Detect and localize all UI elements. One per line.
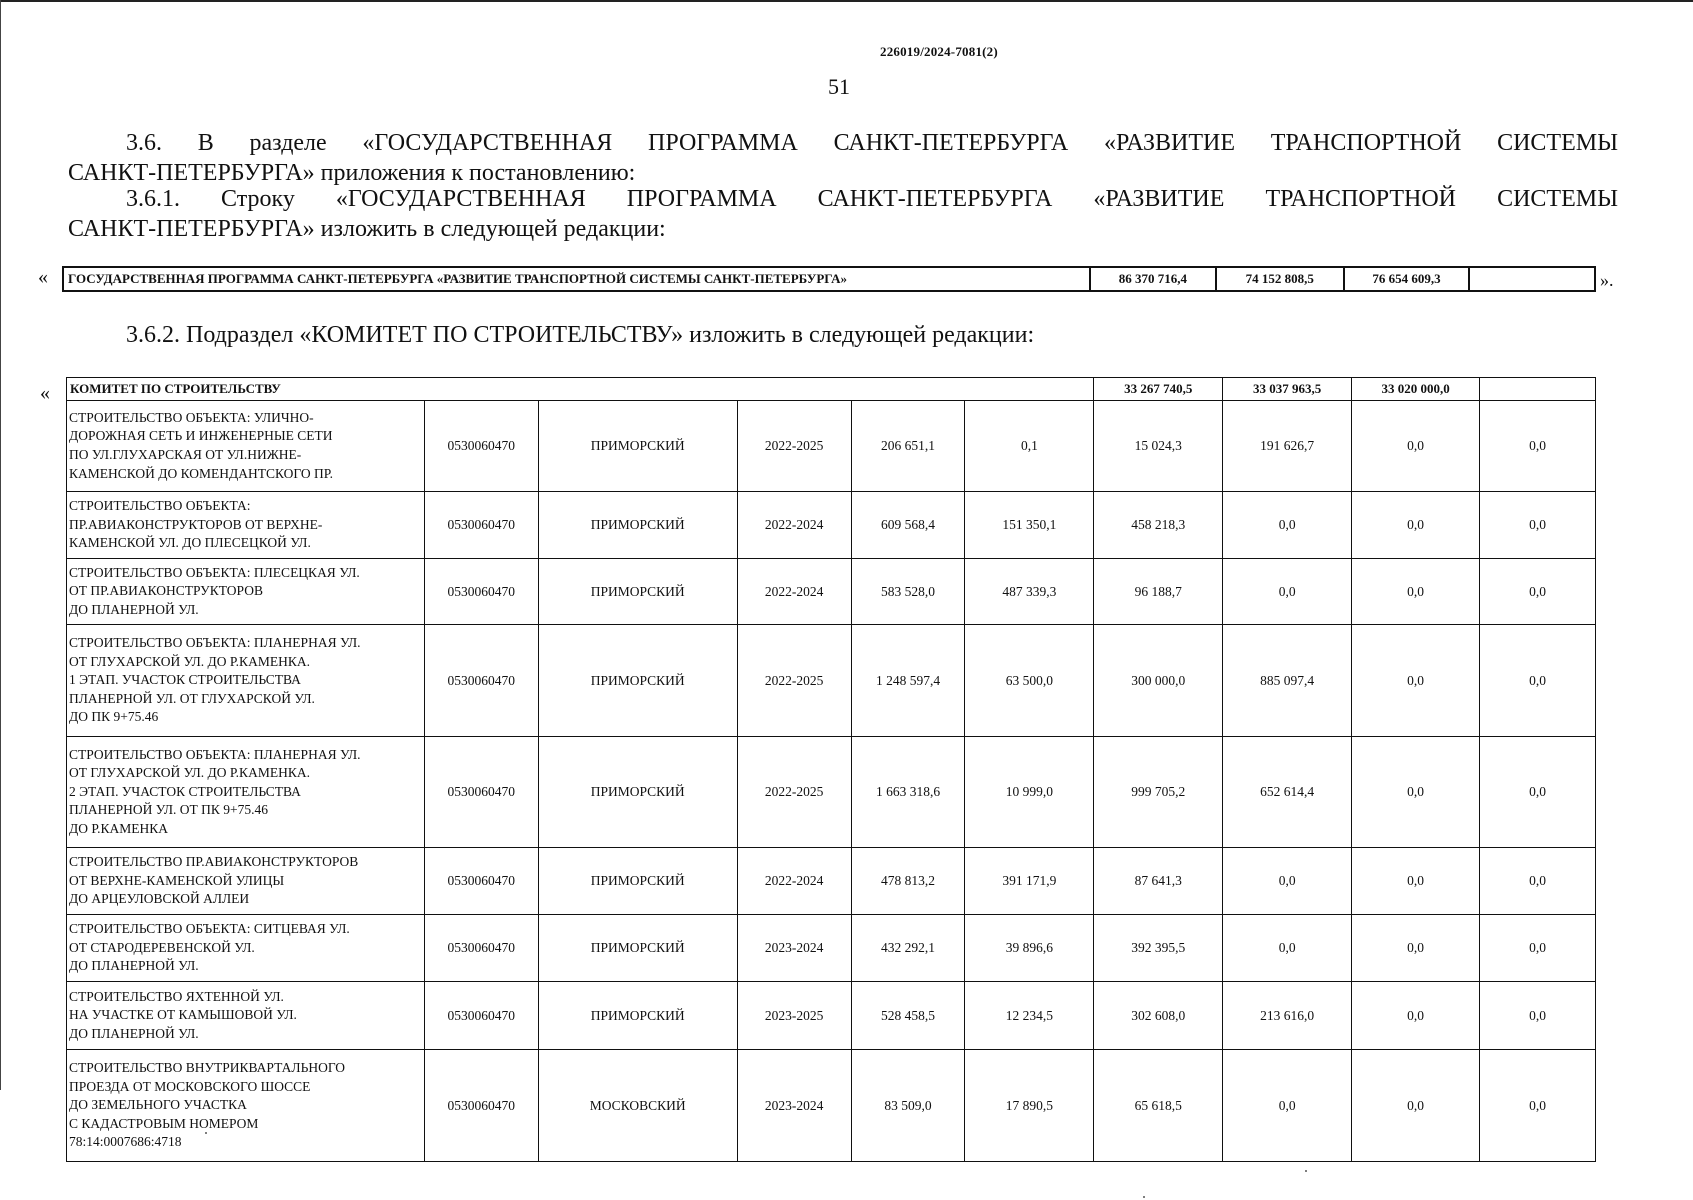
cell-code: 0530060470 xyxy=(424,915,538,982)
cell-y2027: 0,0 xyxy=(1480,915,1596,982)
cell-district: ПРИМОРСКИЙ xyxy=(538,559,737,625)
paragraph-3-6 xyxy=(68,128,1618,188)
page-top-edge xyxy=(0,0,1693,2)
program-value-1: 86 370 716,4 xyxy=(1090,267,1216,291)
table-row xyxy=(67,982,1596,1050)
cell-district: ПРИМОРСКИЙ xyxy=(538,492,737,559)
cell-y2024: 302 608,0 xyxy=(1094,982,1223,1050)
page-number: 51 xyxy=(828,74,850,99)
cell-period: 2023-2025 xyxy=(737,982,851,1050)
cell-y2026: 0,0 xyxy=(1352,848,1480,915)
cell-y2025: 0,0 xyxy=(1223,1050,1352,1162)
program-value-2: 74 152 808,5 xyxy=(1216,267,1344,291)
cell-total: 432 292,1 xyxy=(851,915,965,982)
cell-name: СТРОИТЕЛЬСТВО ОБЪЕКТА: ПЛАНЕРНАЯ УЛ. ОТ ГЛУХАРСКОЙ УЛ. ДО Р.КАМЕНКА. 1 ЭТАП. УЧАСТОК СТРОИТЕЛЬСТВА ПЛАНЕРНОЙ УЛ. ОТ ГЛУХАРСКОЙ УЛ. ДО ПК 9+75.46 xyxy=(67,625,425,737)
cell-y2027: 0,0 xyxy=(1480,625,1596,737)
cell-total: 1 248 597,4 xyxy=(851,625,965,737)
cell-name: СТРОИТЕЛЬСТВО ЯХТЕННОЙ УЛ. НА УЧАСТКЕ ОТ КАМЫШОВОЙ УЛ. ДО ПЛАНЕРНОЙ УЛ. xyxy=(67,982,425,1050)
cell-y2024: 392 395,5 xyxy=(1094,915,1223,982)
cell-total: 528 458,5 xyxy=(851,982,965,1050)
cell-y2024: 458 218,3 xyxy=(1094,492,1223,559)
cell-period: 2022-2024 xyxy=(737,848,851,915)
cell-total: 583 528,0 xyxy=(851,559,965,625)
table-row xyxy=(67,401,1596,492)
scan-speck xyxy=(1143,1196,1145,1198)
table-row xyxy=(67,737,1596,848)
program-title: ГОСУДАРСТВЕННАЯ ПРОГРАММА САНКТ-ПЕТЕРБУРГА «РАЗВИТИЕ ТРАНСПОРТНОЙ СИСТЕМЫ САНКТ-ПЕТЕРБУРГА» xyxy=(63,267,1090,291)
cell-y2024: 96 188,7 xyxy=(1094,559,1223,625)
cell-period: 2023-2024 xyxy=(737,1050,851,1162)
cell-period: 2022-2024 xyxy=(737,559,851,625)
cell-period: 2022-2025 xyxy=(737,401,851,492)
committee-header-row xyxy=(67,378,1596,401)
cell-y2026: 0,0 xyxy=(1352,915,1480,982)
paragraph-3-6-line-2: САНКТ-ПЕТЕРБУРГА» приложения к постановлению: xyxy=(68,160,636,186)
table-row xyxy=(67,915,1596,982)
cell-name: СТРОИТЕЛЬСТВО ПР.АВИАКОНСТРУКТОРОВ ОТ ВЕРХНЕ-КАМЕНСКОЙ УЛИЦЫ ДО АРЦЕУЛОВСКОЙ АЛЛЕИ xyxy=(67,848,425,915)
cell-district: ПРИМОРСКИЙ xyxy=(538,982,737,1050)
cell-y2026: 0,0 xyxy=(1352,492,1480,559)
cell-district: ПРИМОРСКИЙ xyxy=(538,848,737,915)
table-row xyxy=(67,1050,1596,1162)
cell-name: СТРОИТЕЛЬСТВО ОБЪЕКТА: УЛИЧНО- ДОРОЖНАЯ СЕТЬ И ИНЖЕНЕРНЫЕ СЕТИ ПО УЛ.ГЛУХАРСКАЯ ОТ УЛ.НИЖНЕ- КАМЕНСКОЙ ДО КОМЕНДАНТСКОГО ПР. xyxy=(67,401,425,492)
cell-district: ПРИМОРСКИЙ xyxy=(538,625,737,737)
scan-speck xyxy=(205,1132,207,1134)
cell-y2027: 0,0 xyxy=(1480,401,1596,492)
cell-y2024: 300 000,0 xyxy=(1094,625,1223,737)
cell-district: МОСКОВСКИЙ xyxy=(538,1050,737,1162)
cell-code: 0530060470 xyxy=(424,1050,538,1162)
page-left-edge xyxy=(0,0,1,1090)
cell-code: 0530060470 xyxy=(424,625,538,737)
cell-code: 0530060470 xyxy=(424,401,538,492)
cell-prev: 10 999,0 xyxy=(965,737,1094,848)
cell-y2024: 65 618,5 xyxy=(1094,1050,1223,1162)
cell-y2025: 0,0 xyxy=(1223,915,1352,982)
cell-y2024: 87 641,3 xyxy=(1094,848,1223,915)
cell-y2025: 191 626,7 xyxy=(1223,401,1352,492)
cell-code: 0530060470 xyxy=(424,492,538,559)
cell-y2027: 0,0 xyxy=(1480,737,1596,848)
cell-prev: 17 890,5 xyxy=(965,1050,1094,1162)
cell-y2026: 0,0 xyxy=(1352,559,1480,625)
table-row xyxy=(67,625,1596,737)
paragraph-3-6-2: 3.6.2. Подраздел «КОМИТЕТ ПО СТРОИТЕЛЬСТВУ» изложить в следующей редакции: xyxy=(126,322,1035,348)
cell-y2026: 0,0 xyxy=(1352,1050,1480,1162)
cell-y2025: 0,0 xyxy=(1223,559,1352,625)
cell-y2026: 0,0 xyxy=(1352,401,1480,492)
table-row xyxy=(67,848,1596,915)
cell-y2026: 0,0 xyxy=(1352,625,1480,737)
cell-district: ПРИМОРСКИЙ xyxy=(538,915,737,982)
cell-code: 0530060470 xyxy=(424,848,538,915)
cell-y2024: 999 705,2 xyxy=(1094,737,1223,848)
program-value-4 xyxy=(1469,267,1595,291)
cell-prev: 0,1 xyxy=(965,401,1094,492)
cell-district: ПРИМОРСКИЙ xyxy=(538,401,737,492)
cell-prev: 391 171,9 xyxy=(965,848,1094,915)
cell-total: 609 568,4 xyxy=(851,492,965,559)
cell-prev: 39 896,6 xyxy=(965,915,1094,982)
cell-y2027: 0,0 xyxy=(1480,559,1596,625)
cell-y2026: 0,0 xyxy=(1352,982,1480,1050)
cell-prev: 12 234,5 xyxy=(965,982,1094,1050)
committee-value-2: 33 037 963,5 xyxy=(1223,378,1352,401)
cell-y2027: 0,0 xyxy=(1480,1050,1596,1162)
committee-value-3: 33 020 000,0 xyxy=(1352,378,1480,401)
cell-period: 2022-2025 xyxy=(737,625,851,737)
cell-code: 0530060470 xyxy=(424,982,538,1050)
cell-name: СТРОИТЕЛЬСТВО ВНУТРИКВАРТАЛЬНОГО ПРОЕЗДА ОТ МОСКОВСКОГО ШОССЕ ДО ЗЕМЕЛЬНОГО УЧАСТКА С КАДАСТРОВЫМ НОМЕРОМ 78:14:0007686:4718 xyxy=(67,1050,425,1162)
cell-period: 2022-2024 xyxy=(737,492,851,559)
cell-prev: 151 350,1 xyxy=(965,492,1094,559)
program-row-table xyxy=(62,266,1596,292)
paragraph-3-6-line-1: 3.6. В разделе «ГОСУДАРСТВЕННАЯ ПРОГРАММА САНКТ-ПЕТЕРБУРГА «РАЗВИТИЕ ТРАНСПОРТНОЙ СИСТЕМЫ xyxy=(126,130,1618,156)
cell-total: 478 813,2 xyxy=(851,848,965,915)
cell-y2026: 0,0 xyxy=(1352,737,1480,848)
cell-name: СТРОИТЕЛЬСТВО ОБЪЕКТА: ПР.АВИАКОНСТРУКТОРОВ ОТ ВЕРХНЕ- КАМЕНСКОЙ УЛ. ДО ПЛЕСЕЦКОЙ УЛ. xyxy=(67,492,425,559)
cell-y2025: 0,0 xyxy=(1223,492,1352,559)
program-row xyxy=(63,267,1595,291)
cell-name: СТРОИТЕЛЬСТВО ОБЪЕКТА: ПЛЕСЕЦКАЯ УЛ. ОТ ПР.АВИАКОНСТРУКТОРОВ ДО ПЛАНЕРНОЙ УЛ. xyxy=(67,559,425,625)
table-row xyxy=(67,492,1596,559)
cell-name: СТРОИТЕЛЬСТВО ОБЪЕКТА: ПЛАНЕРНАЯ УЛ. ОТ ГЛУХАРСКОЙ УЛ. ДО Р.КАМЕНКА. 2 ЭТАП. УЧАСТОК СТРОИТЕЛЬСТВА ПЛАНЕРНОЙ УЛ. ОТ ПК 9+75.46 ДО Р.КАМЕНКА xyxy=(67,737,425,848)
paragraph-3-6-1-line-1: 3.6.1. Строку «ГОСУДАРСТВЕННАЯ ПРОГРАММА САНКТ-ПЕТЕРБУРГА «РАЗВИТИЕ ТРАНСПОРТНОЙ СИСТЕМЫ xyxy=(126,186,1618,212)
cell-y2024: 15 024,3 xyxy=(1094,401,1223,492)
paragraph-3-6-1-line-2: САНКТ-ПЕТЕРБУРГА» изложить в следующей редакции: xyxy=(68,216,666,242)
cell-y2025: 885 097,4 xyxy=(1223,625,1352,737)
cell-code: 0530060470 xyxy=(424,737,538,848)
cell-prev: 487 339,3 xyxy=(965,559,1094,625)
committee-table xyxy=(66,377,1596,1162)
cell-y2027: 0,0 xyxy=(1480,982,1596,1050)
close-quote-program: ». xyxy=(1600,270,1614,290)
program-value-3: 76 654 609,3 xyxy=(1344,267,1470,291)
cell-total: 206 651,1 xyxy=(851,401,965,492)
cell-period: 2022-2025 xyxy=(737,737,851,848)
cell-total: 83 509,0 xyxy=(851,1050,965,1162)
cell-y2027: 0,0 xyxy=(1480,492,1596,559)
table-row xyxy=(67,559,1596,625)
cell-y2025: 652 614,4 xyxy=(1223,737,1352,848)
committee-title: КОМИТЕТ ПО СТРОИТЕЛЬСТВУ xyxy=(67,378,1094,401)
document-number: 226019/2024-7081(2) xyxy=(880,44,998,59)
committee-value-4 xyxy=(1480,378,1596,401)
cell-y2027: 0,0 xyxy=(1480,848,1596,915)
paragraph-3-6-1 xyxy=(68,184,1618,244)
cell-period: 2023-2024 xyxy=(737,915,851,982)
cell-name: СТРОИТЕЛЬСТВО ОБЪЕКТА: СИТЦЕВАЯ УЛ. ОТ СТАРОДЕРЕВЕНСКОЙ УЛ. ДО ПЛАНЕРНОЙ УЛ. xyxy=(67,915,425,982)
open-quote-program: « xyxy=(38,266,48,288)
cell-prev: 63 500,0 xyxy=(965,625,1094,737)
cell-y2025: 213 616,0 xyxy=(1223,982,1352,1050)
cell-total: 1 663 318,6 xyxy=(851,737,965,848)
cell-y2025: 0,0 xyxy=(1223,848,1352,915)
committee-value-1: 33 267 740,5 xyxy=(1094,378,1223,401)
cell-district: ПРИМОРСКИЙ xyxy=(538,737,737,848)
scan-speck xyxy=(1305,1170,1307,1172)
open-quote-committee: « xyxy=(40,382,50,404)
cell-code: 0530060470 xyxy=(424,559,538,625)
